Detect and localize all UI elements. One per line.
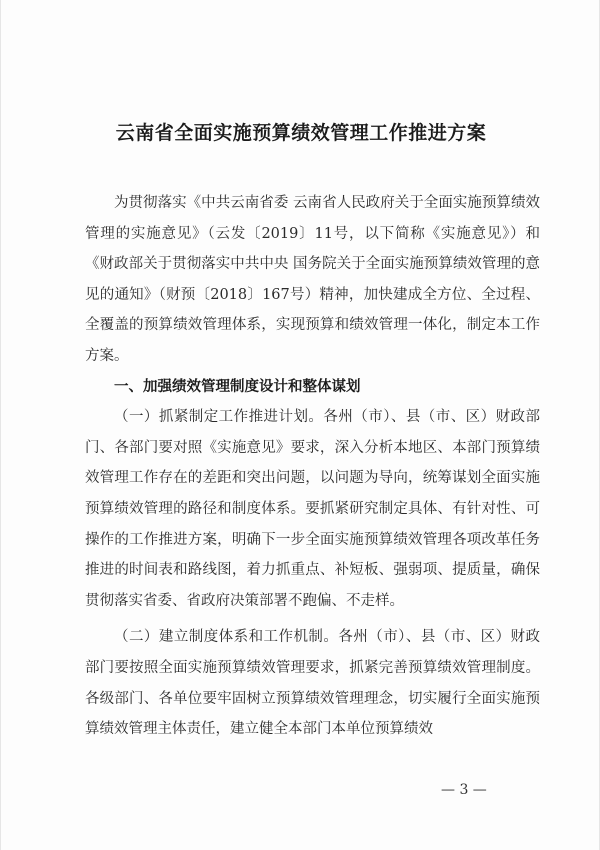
document-body — [85, 188, 540, 745]
item-1-lead: （一）抓紧制定工作推进计划。 — [114, 409, 324, 426]
section-heading-1: 一、加强绩效管理制度设计和整体谋划 — [114, 377, 361, 395]
intro-paragraph: 为贯彻落实《中共云南省委 云南省人民政府关于全面实施预算绩效管理的实施意见》（云发〔2019〕11号，以下简称《实施意见》）和《财政部关于贯彻落实中共中央 国务院关于全面实施预算绩效管理的意见的通知》（财预〔2018〕167号）精神，加快建成全方位、全过程、全覆盖的预算绩效管理体系，实现预算和绩效管理一体化，制定本工作方案。 — [85, 195, 540, 364]
page-number: — 3 — — [441, 782, 487, 798]
item-1-body: 各州（市）、县（市、区）财政部门、各部门要对照《实施意见》要求，深入分析本地区、本部门预算绩效管理工作存在的差距和突出问题，以问题为导向，统筹谋划全面实施预算绩效管理的路径和制度体系。要抓紧研究制定具体、有针对性、可操作的工作推进方案，明确下一步全面实施预算绩效管理各项改革任务推进的时间表和路线图，着力抓重点、补短板、强弱项、提质量，确保贯彻落实省委、省政府决策部署不跑偏、不走样。 — [85, 409, 540, 609]
document-title: 云南省全面实施预算绩效管理工作推进方案 — [115, 122, 487, 144]
item-2-lead: （二）建立制度体系和工作机制。 — [114, 629, 339, 646]
item-paragraph-1 — [85, 402, 540, 616]
item-paragraph-2 — [85, 622, 540, 744]
item-2-body: 各州（市）、县（市、区）财政部门要按照全面实施预算绩效管理要求，抓紧完善预算绩效管理制度。各级部门、各单位要牢固树立预算绩效管理理念，切实履行全面实施预算绩效管理主体责任，建立健全本部门本单位预算绩效 — [85, 629, 541, 738]
